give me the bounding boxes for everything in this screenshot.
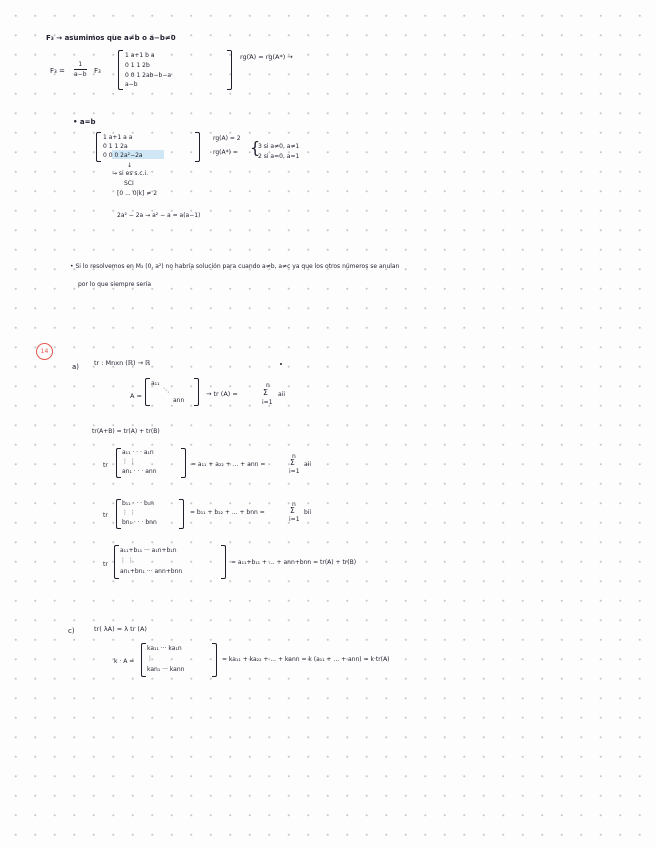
sum-bottom: i=1 xyxy=(262,399,273,406)
frac-denominator: a−b xyxy=(74,71,87,78)
f3-label-b: F₃ xyxy=(94,67,101,75)
sum-symbol: Σ xyxy=(290,506,295,515)
matrix-a-diag xyxy=(145,378,199,406)
matrix-reduced xyxy=(118,50,232,90)
matrix-row: 0 1 1 2b xyxy=(125,62,150,69)
sum-bottom: i=1 xyxy=(289,468,300,475)
sum-symbol: Σ xyxy=(290,458,295,467)
case-equation: 2a² − 2a → a² − a = a(a−1) xyxy=(117,212,201,219)
matrix-row: ka₁₁ ··· ka₁n xyxy=(147,645,182,652)
scalar-times-a: k · A = xyxy=(114,658,135,665)
matrix-diag-dots: ⋱ xyxy=(163,387,169,394)
matrix-ka xyxy=(141,643,217,677)
matrix-row: 1 a+1 a a xyxy=(103,134,133,141)
trace-a-plus-b-result: = a₁₁+b₁₁ + ... + ann+bnn = tr(A) + tr(B) xyxy=(231,559,357,566)
trace-definition: tr : Mnxn (ℝ) → ℝ xyxy=(94,359,151,367)
part-c-label: c) xyxy=(68,627,75,635)
f3-fraction xyxy=(74,61,87,78)
remark-line-1: • Si lo resolvemos en M₃ (0, a²) no habría solución para cuando a≠b, a≠c ya que los otros números se anulan xyxy=(70,263,400,270)
rank-a: rg(A) = 2 xyxy=(213,135,241,142)
matrix-row: an₁ · · · ann xyxy=(122,468,157,475)
matrix-row: a₁₁ · · · a₁n xyxy=(122,449,154,456)
frac-numerator: 1 xyxy=(78,61,83,68)
case-note: → si es s.c.i. xyxy=(112,170,149,177)
matrix-row: b₁₁ · · · b₁n xyxy=(122,500,154,507)
sum-term: bii xyxy=(304,509,312,516)
sum-term: aii xyxy=(278,391,286,398)
matrix-row: bn₁ · · · bnn xyxy=(122,519,157,526)
trace-sum-property: tr(A+B) = tr(A) + tr(B) xyxy=(92,428,160,435)
f3-assumption: F₃ → asumimos que a≠b o a−b≠0 xyxy=(46,34,176,42)
sum-top: n xyxy=(292,501,296,508)
matrix-row: a₁₁+b₁₁ ··· a₁n+b₁n xyxy=(120,547,177,554)
sum-top: n xyxy=(292,453,296,460)
exercise-number-badge xyxy=(36,343,53,360)
matrix-a xyxy=(116,448,186,478)
rank-option-2: 2 si a=0, a=1 xyxy=(258,153,300,160)
matrix-case xyxy=(96,132,200,162)
rank-option-1: 3 si a≠0, a≠1 xyxy=(258,143,300,150)
sum-bottom: i=1 xyxy=(289,516,300,523)
remark-line-2: por lo que siempre sería xyxy=(78,281,152,288)
ink-dot xyxy=(280,363,282,365)
matrix-entry: ann xyxy=(173,397,185,404)
matrix-row: 0 0 0 2a²−2a xyxy=(103,152,143,159)
trace-label: tr xyxy=(103,462,108,469)
trace-label: tr xyxy=(103,512,108,519)
matrix-row: ⋮ xyxy=(147,655,153,662)
trace-of-a: → tr (A) = xyxy=(206,390,238,398)
matrix-row: 0 0 1 2ab−b−a xyxy=(125,72,172,79)
case-span: [0 ... 0|k] ≠ 2 xyxy=(117,190,158,197)
case-sci: SCI xyxy=(124,180,134,187)
matrix-row: ⋮ ⋮ xyxy=(120,557,134,564)
brace: { xyxy=(250,138,261,157)
trace-ka-result: = ka₁₁ + ka₂₂ + ... + kann = k (a₁₁ + ... + ann) = k·tr(A) xyxy=(222,656,390,663)
matrix-row: a−b xyxy=(125,81,138,88)
trace-a-result: = a₁₁ + a₂₂ + ... + ann = xyxy=(191,461,266,468)
matrix-a-label: A = xyxy=(130,392,142,400)
rank-equality: rg(A) = rg(A*) → xyxy=(240,53,293,61)
matrix-row: ⋮ ⋮ xyxy=(122,509,136,516)
matrix-row: 0 1 1 2a xyxy=(103,143,128,150)
matrix-row: ⋮ ⋮ xyxy=(122,458,136,465)
matrix-row: 1 a+1 b a xyxy=(125,52,155,59)
matrix-b xyxy=(116,499,184,529)
trace-label: tr xyxy=(103,561,108,568)
down-arrow: ↓ xyxy=(127,162,133,169)
matrix-row: an₁+bn₁ ··· ann+bnn xyxy=(120,568,183,575)
sum-top: n xyxy=(266,382,270,389)
sum-symbol: Σ xyxy=(263,388,269,397)
trace-scalar-property: tr( λA) = λ tr (A) xyxy=(94,625,147,633)
matrix-entry: a₁₁ xyxy=(151,380,160,387)
exercise-number: 14 xyxy=(40,348,49,355)
trace-b-result: = b₁₁ + b₂₂ + ... + bnn = xyxy=(190,509,265,516)
f3-label: F₃ = xyxy=(50,67,65,75)
rank-a-star: rg(A*) = xyxy=(213,149,238,156)
matrix-row: kan₁ ··· kann xyxy=(147,666,185,673)
sum-term: aii xyxy=(304,461,312,468)
matrix-a-plus-b xyxy=(114,545,226,579)
case-label: • a=b xyxy=(73,118,96,126)
part-a-label: a) xyxy=(72,363,80,371)
